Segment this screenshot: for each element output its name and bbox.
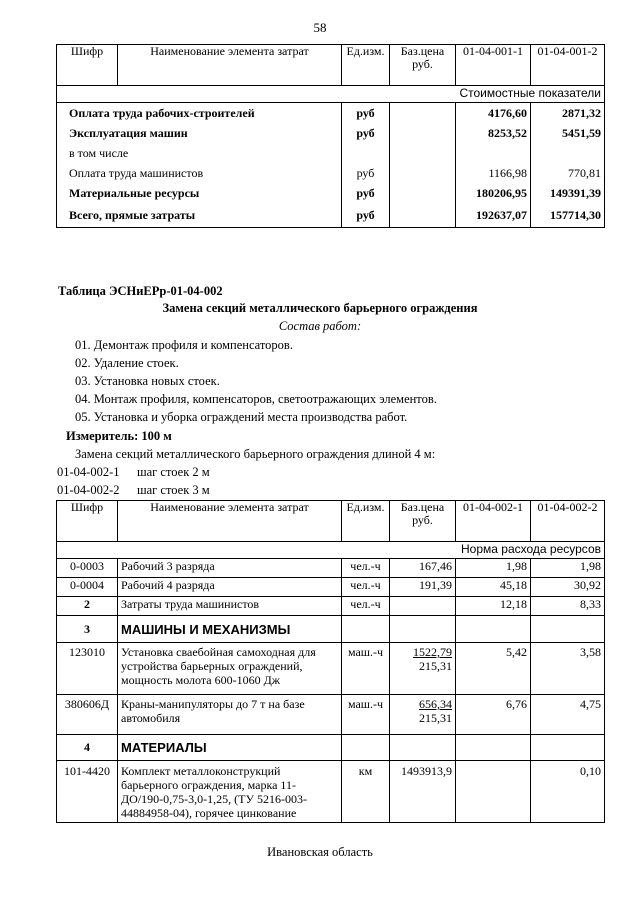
row-value-2: 0,10 <box>531 761 605 823</box>
work-step: 01. Демонтаж профиля и компенсаторов. <box>75 338 293 352</box>
row-value-2: 149391,39 <box>531 183 605 203</box>
row-price-secondary: 215,31 <box>419 659 452 673</box>
work-step: 02. Удаление стоек. <box>75 356 179 370</box>
row-value-1: 45,18 <box>456 578 531 597</box>
row-value-2: 8,33 <box>531 597 605 616</box>
row-unit: руб <box>342 163 390 183</box>
row-name: Материальные ресурсы <box>57 183 342 203</box>
variant-code: 01-04-002-2 <box>57 483 120 497</box>
header-code: Шифр <box>57 501 118 542</box>
table-row <box>57 183 605 203</box>
footer-region: Ивановская область <box>267 845 373 859</box>
row-value-1: 1,98 <box>456 559 531 578</box>
row-value-1: 4176,60 <box>456 103 531 124</box>
row-code: 123010 <box>57 643 118 695</box>
row-price: 1522,79 <box>413 645 452 659</box>
row-price: 167,46 <box>390 559 456 578</box>
row-unit: руб <box>342 123 390 143</box>
description: Замена секций металлического барьерного ограждения длиной 4 м: <box>75 447 436 461</box>
row-value-1: 1166,98 <box>456 163 531 183</box>
table-subheader: Норма расхода ресурсов <box>57 542 605 559</box>
row-name: Рабочий 4 разряда <box>118 578 342 597</box>
row-value-2: 2871,32 <box>531 103 605 124</box>
header-unit: Ед.изм. <box>342 501 390 542</box>
row-price: 656,34 <box>419 697 452 711</box>
row-unit: маш.-ч <box>342 643 390 695</box>
table-row <box>57 597 605 616</box>
table-row <box>57 578 605 597</box>
row-name: Эксплуатация машин <box>57 123 342 143</box>
work-step: 03. Установка новых стоек. <box>75 374 220 388</box>
row-value-2: 1,98 <box>531 559 605 578</box>
row-code: 2 <box>57 597 118 616</box>
variant-text: шаг стоек 3 м <box>137 483 210 497</box>
page-number: 58 <box>313 20 327 35</box>
table-subheader: Стоимостные показатели <box>57 86 605 103</box>
cost-indicators-table <box>56 44 605 228</box>
variant-code: 01-04-002-1 <box>57 465 120 479</box>
table-row <box>57 143 605 163</box>
row-code: 101-4420 <box>57 761 118 823</box>
work-step: 05. Установка и уборка ограждений места производства работ. <box>75 410 408 424</box>
section-name: МАШИНЫ И МЕХАНИЗМЫ <box>118 616 342 643</box>
row-value-2: 4,75 <box>531 695 605 735</box>
row-value-2: 30,92 <box>531 578 605 597</box>
section-row <box>57 616 605 643</box>
section-row <box>57 735 605 761</box>
row-code: 0-0003 <box>57 559 118 578</box>
table-row <box>57 695 605 735</box>
table-row <box>57 203 605 228</box>
row-value-1: 192637,07 <box>456 203 531 228</box>
row-unit: км <box>342 761 390 823</box>
table-row <box>57 559 605 578</box>
header-col2: 01-04-002-2 <box>531 501 605 542</box>
table-title: Таблица ЭСНиЕРр-01-04-002 <box>58 284 223 298</box>
section-subtitle: Замена секций металлического барьерного ограждения <box>162 301 478 315</box>
row-name: Установка сваебойная самоходная для устройства барьерных ограждений, мощность молота 600-1060 Дж <box>118 643 342 695</box>
table-row <box>57 761 605 823</box>
row-code: 380606Д <box>57 695 118 735</box>
row-unit: руб <box>342 203 390 228</box>
row-name: Оплата труда рабочих-строителей <box>57 103 342 124</box>
header-col1: 01-04-001-1 <box>456 45 531 86</box>
header-unit: Ед.изм. <box>342 45 390 86</box>
table-row <box>57 163 605 183</box>
row-value-1: 6,76 <box>456 695 531 735</box>
row-name: Оплата труда машинистов <box>57 163 342 183</box>
composition-title: Состав работ: <box>278 319 362 333</box>
section-code: 3 <box>57 616 118 643</box>
header-name: Наименование элемента затрат <box>118 501 342 542</box>
table-header-row <box>57 45 605 86</box>
row-unit: руб <box>342 103 390 124</box>
variant-text: шаг стоек 2 м <box>137 465 210 479</box>
row-price: 191,39 <box>390 578 456 597</box>
row-name: Затраты труда машинистов <box>118 597 342 616</box>
row-name: Краны-манипуляторы до 7 т на базе автомобиля <box>118 695 342 735</box>
resource-norms-table <box>56 500 605 823</box>
row-value-2: 3,58 <box>531 643 605 695</box>
row-price: 1493913,9 <box>390 761 456 823</box>
row-value-1 <box>456 761 531 823</box>
row-unit: чел.-ч <box>342 559 390 578</box>
row-name: Всего, прямые затраты <box>57 203 342 228</box>
header-name: Наименование элемента затрат <box>118 45 342 86</box>
section-name: МАТЕРИАЛЫ <box>118 735 342 761</box>
row-price-secondary: 215,31 <box>419 711 452 725</box>
header-code: Шифр <box>57 45 118 86</box>
work-step: 04. Монтаж профиля, компенсаторов, светоотражающих элементов. <box>75 392 437 406</box>
header-base-price: Баз.цена руб. <box>390 501 456 542</box>
row-code: 0-0004 <box>57 578 118 597</box>
header-col2: 01-04-001-2 <box>531 45 605 86</box>
row-name: в том числе <box>57 143 342 163</box>
row-value-2: 157714,30 <box>531 203 605 228</box>
table-row <box>57 123 605 143</box>
table-row <box>57 103 605 124</box>
row-unit: чел.-ч <box>342 578 390 597</box>
row-unit: маш.-ч <box>342 695 390 735</box>
row-value-2: 5451,59 <box>531 123 605 143</box>
header-base-price: Баз.цена руб. <box>390 45 456 86</box>
row-name: Рабочий 3 разряда <box>118 559 342 578</box>
section-code: 4 <box>57 735 118 761</box>
row-value-1: 180206,95 <box>456 183 531 203</box>
row-value-2: 770,81 <box>531 163 605 183</box>
row-value-1: 12,18 <box>456 597 531 616</box>
table-row <box>57 643 605 695</box>
row-unit: руб <box>342 183 390 203</box>
meter-label: Измеритель: 100 м <box>66 429 172 443</box>
row-value-1: 5,42 <box>456 643 531 695</box>
row-unit: чел.-ч <box>342 597 390 616</box>
row-value-1: 8253,52 <box>456 123 531 143</box>
table-header-row <box>57 501 605 542</box>
header-col1: 01-04-002-1 <box>456 501 531 542</box>
row-name: Комплект металлоконструкций барьерного ограждения, марка 11-ДО/190-0,75-3,0-1,25, (ТУ 5216-003-44884958-04), горячее цинкование <box>118 761 342 823</box>
